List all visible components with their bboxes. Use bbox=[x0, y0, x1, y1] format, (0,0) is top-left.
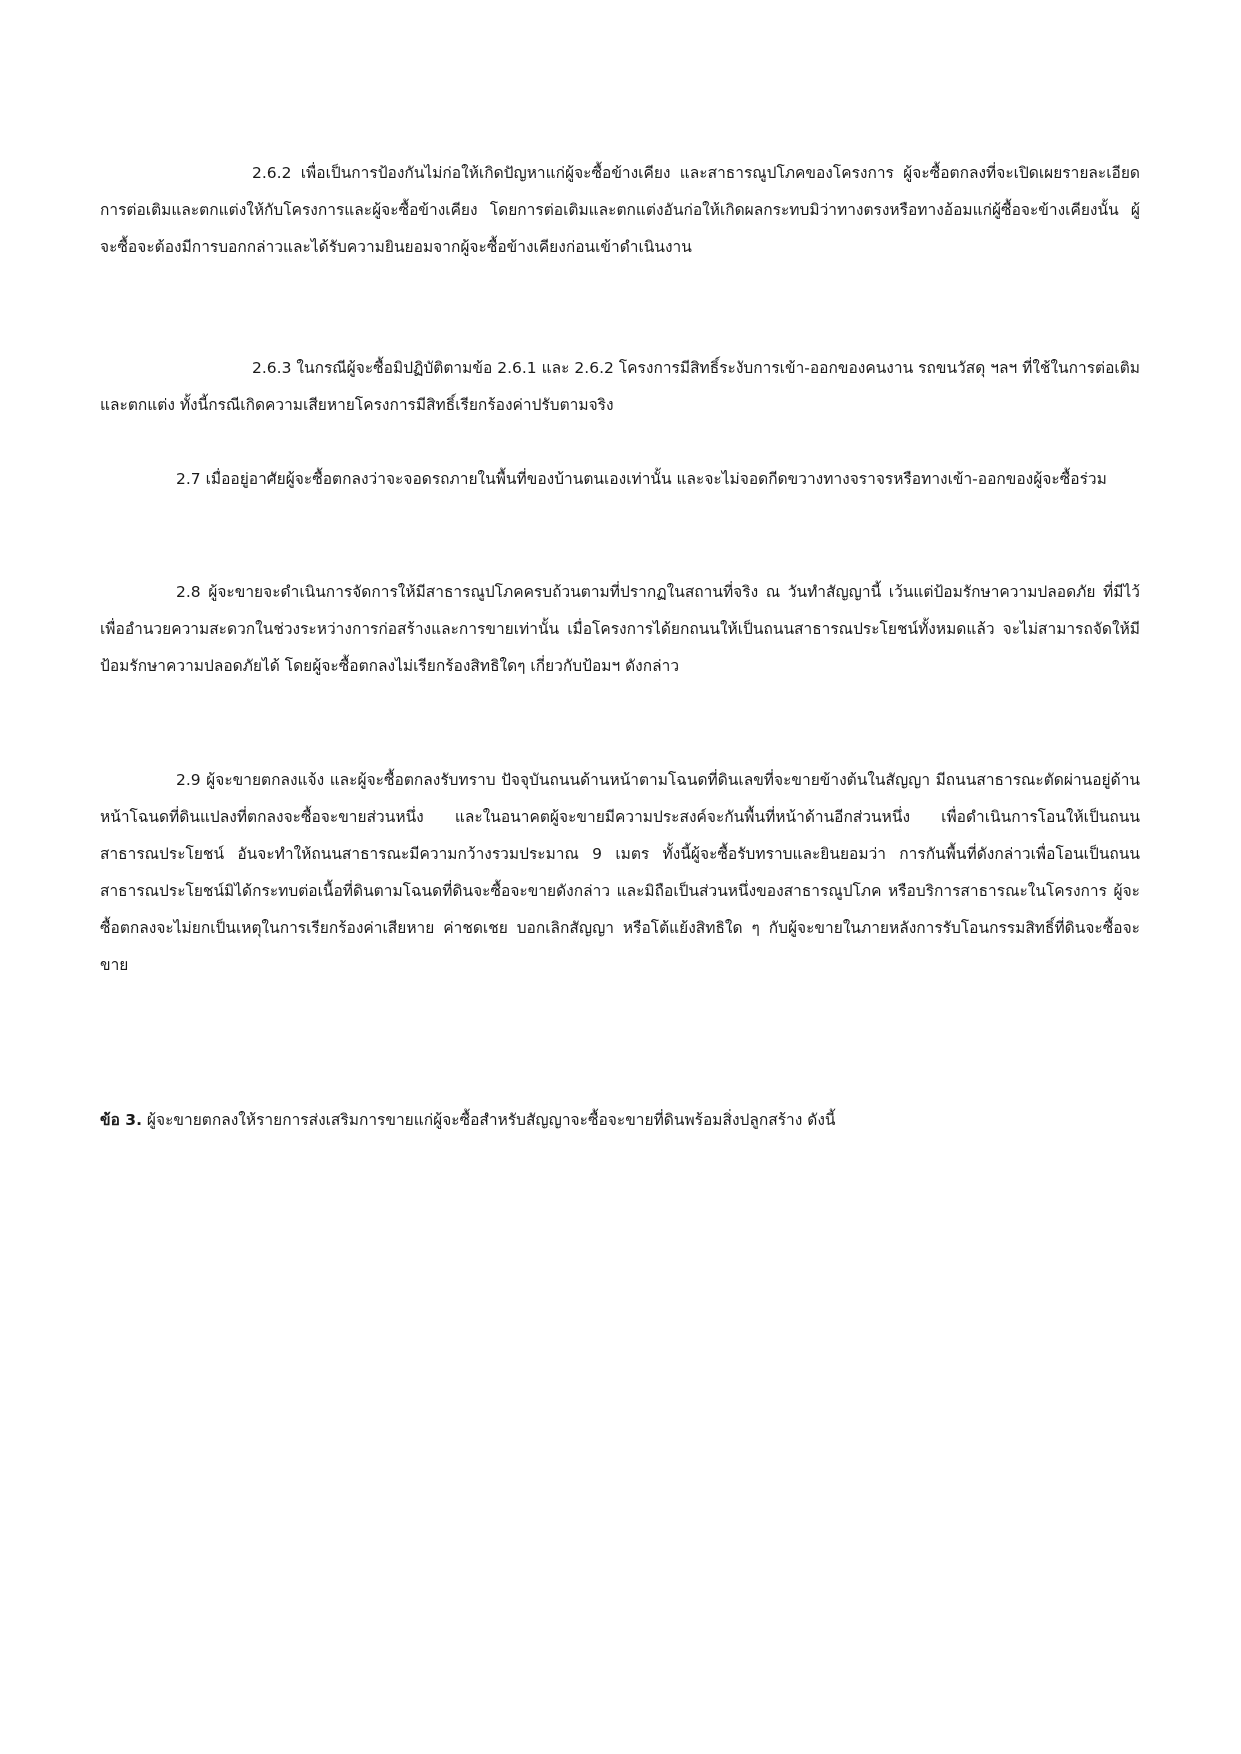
paragraph-2-6-3: 2.6.3 ในกรณีผู้จะซื้อมิปฏิบัติตามข้อ 2.6.1 และ 2.6.2 โครงการมีสิทธิ์ระงับการเข้า-ออกของคนงาน รถขนวัสดุ ฯลฯ ที่ใช้ในการต่อเติมและตกแต่ง ทั้งนี้กรณีเกิดความเสียหายโครงการมีสิทธิ์เรียกร้องค่าปรับตามจริง bbox=[100, 359, 1140, 414]
paragraph-2-6-2: 2.6.2 เพื่อเป็นการป้องกันไม่ก่อให้เกิดปัญหาแก่ผู้จะซื้อข้างเคียง และสาธารณูปโภคของโครงการ ผู้จะซื้อตกลงที่จะเปิดเผยรายละเอียดการต่อเติมและตกแต่งให้กับโครงการและผู้จะซื้อข้างเคียง โดยการต่อเติมและตกแต่งอันก่อให้เกิดผลกระทบมิว่าทางตรงหรือทางอ้อมแก่ผู้ซื้อจะข้างเคียงนั้น ผู้จะซื้อจะต้องมีการบอกกล่าวและได้รับความยินยอมจากผู้จะซื้อข้างเคียงก่อนเข้าดำเนินงาน bbox=[100, 164, 1140, 256]
paragraph-2-7: 2.7 เมื่ออยู่อาศัยผู้จะซื้อตกลงว่าจะจอดรถภายในพื้นที่ของบ้านตนเองเท่านั้น และจะไม่จอดกีดขวางทางจราจรหรือทางเข้า-ออกของผู้จะซื้อร่วม bbox=[176, 470, 1107, 488]
clause-3 bbox=[100, 1102, 1140, 1139]
clause-3-heading: ข้อ 3. bbox=[100, 1111, 142, 1129]
paragraph-2-9: 2.9 ผู้จะขายตกลงแจ้ง และผู้จะซื้อตกลงรับทราบ ปัจจุบันถนนด้านหน้าตามโฉนดที่ดินเลขที่จะขายข้างต้นในสัญญา มีถนนสาธารณะตัดผ่านอยู่ด้านหน้าโฉนดที่ดินแปลงที่ตกลงจะซื้อจะขายส่วนหนึ่ง และในอนาคตผู้จะขายมีความประสงค์จะกันพื้นที่หน้าด้านอีกส่วนหนึ่ง เพื่อดำเนินการโอนให้เป็นถนนสาธารณประโยชน์ อันจะทำให้ถนนสาธารณะมีความกว้างรวมประมาณ 9 เมตร ทั้งนี้ผู้จะซื้อรับทราบและยินยอมว่า การกันพื้นที่ดังกล่าวเพื่อโอนเป็นถนนสาธารณประโยชน์มิได้กระทบต่อเนื้อที่ดินตามโฉนดที่ดินจะซื้อจะขายดังกล่าว และมิถือเป็นส่วนหนึ่งของสาธารณูปโภค หรือบริการสาธารณะในโครงการ ผู้จะซื้อตกลงจะไม่ยกเป็นเหตุในการเรียกร้องค่าเสียหาย ค่าชดเชย บอกเลิกสัญญา หรือโต้แย้งสิทธิใด ๆ กับผู้จะขายในภายหลังการรับโอนกรรมสิทธิ์ที่ดินจะซื้อจะขาย bbox=[100, 771, 1140, 974]
clause-3-text: ผู้จะขายตกลงให้รายการส่งเสริมการขายแก่ผู้จะซื้อสำหรับสัญญาจะซื้อจะขายที่ดินพร้อมสิ่งปลูกสร้าง ดังนี้ bbox=[141, 1111, 836, 1129]
paragraph-2-8: 2.8 ผู้จะขายจะดำเนินการจัดการให้มีสาธารณูปโภคครบถ้วนตามที่ปรากฏในสถานที่จริง ณ วันทำสัญญานี้ เว้นแต่ป้อมรักษาความปลอดภัย ที่มีไว้เพื่ออำนวยความสะดวกในช่วงระหว่างการก่อสร้างและการขายเท่านั้น เมื่อโครงการได้ยกถนนให้เป็นถนนสาธารณประโยชน์ทั้งหมดแล้ว จะไม่สามารถจัดให้มีป้อมรักษาความปลอดภัยได้ โดยผู้จะซื้อตกลงไม่เรียกร้องสิทธิใดๆ เกี่ยวกับป้อมฯ ดังกล่าว bbox=[100, 583, 1140, 675]
